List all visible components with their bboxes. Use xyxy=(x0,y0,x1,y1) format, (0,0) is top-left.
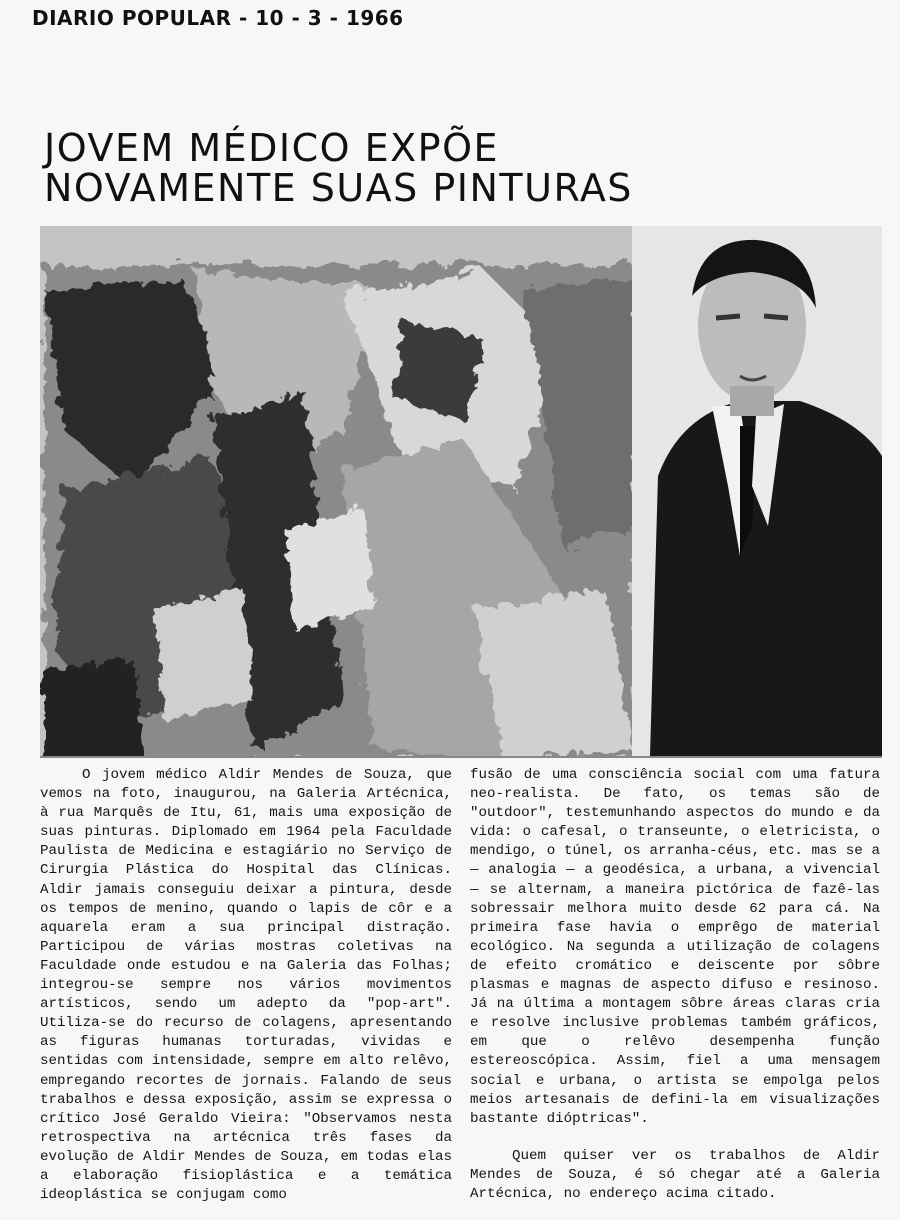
headline-line-1: JOVEM MÉDICO EXPÕE xyxy=(44,126,499,170)
article-column-right xyxy=(470,766,880,1204)
news-photo xyxy=(40,226,882,758)
article-closing-paragraph: Quem quiser ver os trabalhos de Aldir Mendes de Souza, é só chegar até a Galeria Artécnica, no endereço acima citado. xyxy=(470,1147,880,1202)
masthead: DIARIO POPULAR - 10 - 3 - 1966 xyxy=(32,6,404,30)
article-paragraph-1: O jovem médico Aldir Mendes de Souza, que vemos na foto, inaugurou, na Galeria Artécnica, à rua Marquês de Itu, 61, mais uma exposição de suas pinturas. Diplomado em 1964 pela Faculdade Paulista de Medicina e estagiário no Serviço de Cirurgia Plástica do Hospital das Clínicas. Aldir jamais conseguiu deixar a pintura, desde os tempos de menino, quando o lapis de côr e a aquarela eram a sua principal distração. Participou de várias mostras coletivas na Faculdade onde estudou e na Galeria das Folhas; integrou-se sempre nos vários movimentos artísticos, sendo um adepto da "pop-art". Utiliza-se do recurso de colagens, apresentando as figuras humanas torturadas, vividas e sentidas com intensidade, sempre em alto relêvo, empregando recortes de jornais. Falando de seus trabalhos e dessa exposição, assim se expressa o crítico José Geraldo Vieira: "Observamos nesta retrospectiva na artécnica três fases da evolução de Aldir Mendes de Souza, em todas elas a elaboração fisioplástica e a temática ideoplástica se conjugam como xyxy=(40,767,452,1204)
article-column-left xyxy=(40,766,452,1205)
headline-line-2: NOVAMENTE SUAS PINTURAS xyxy=(44,166,633,210)
article-paragraph-2: fusão de uma consciência social com uma fatura neo-realista. De fato, os temas são de "outdoor", testemunhando aspectos do mundo e da vida: o cafesal, o transeunte, o eletricista, o mendigo, o túnel, os arranha-céus, etc. mas se a — analogia — a geodésica, a urbana, a vivencial — se alternam, a maneira pictórica de fazê-las sobressair melhora muito desde 62 para cá. Na primeira fase havia o emprêgo de material ecológico. Na segunda a utilização de colagens de efeito cromático e deiscente por sôbre plasmas e magnas de aspecto difuso e resinoso. Já na última a montagem sôbre áreas claras cria e resolve inclusive problemas também gráficos, em que o relêvo desempenha função estereoscópica. Assim, fiel a uma mensagem social e urbana, o artista se empolga pelos meios artesanais de defini-la em visualizações bastante dióptricas". xyxy=(470,767,880,1127)
headline xyxy=(44,128,864,208)
photo-artist-with-painting xyxy=(40,226,882,756)
